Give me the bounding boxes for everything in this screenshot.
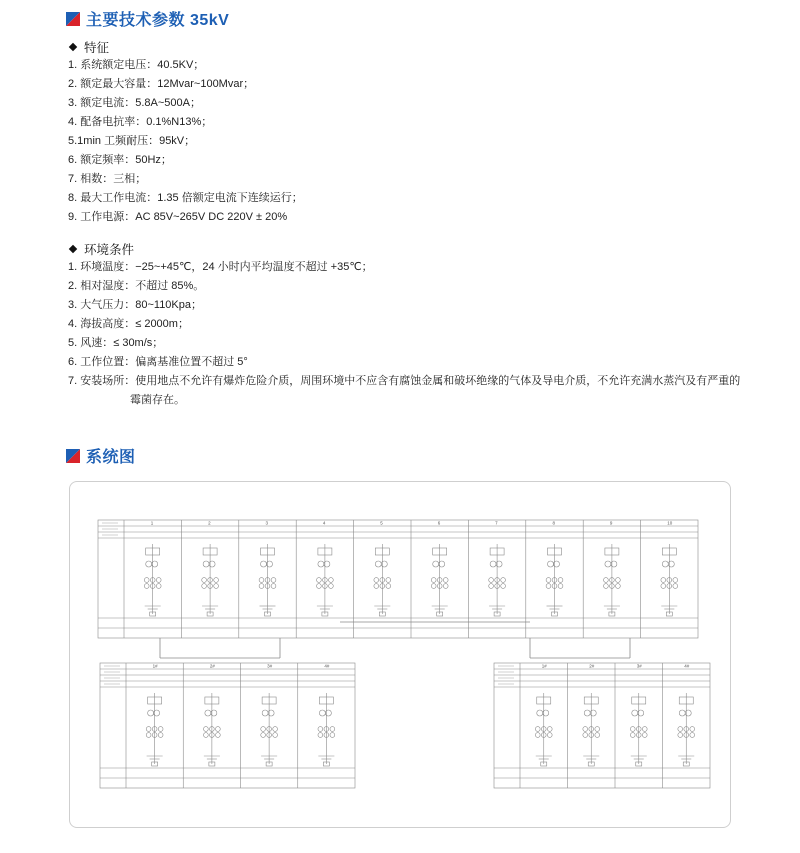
list-item: 5.1min 工频耐压：95kV； xyxy=(68,135,196,147)
bottom-left-ct-symbol xyxy=(318,727,323,732)
bottom-right-ct-symbol xyxy=(583,727,588,732)
features-heading xyxy=(68,38,109,56)
top-transformer-coil xyxy=(203,561,209,567)
bottom-right-ct-symbol xyxy=(535,727,540,732)
list-item: 6. 额定频率：50Hz； xyxy=(68,154,172,166)
bottom-right-transformer-coil xyxy=(537,710,543,716)
list-item: 3. 大气压力：80~110Kpa； xyxy=(68,299,202,311)
list-item: 1. 系统额定电压：40.5KV； xyxy=(68,59,205,71)
bottom-right-ct-symbol xyxy=(630,727,635,732)
bottom-left-cubicle-header-label: 3# xyxy=(267,663,273,669)
bottom-right-cubicle-header-label: 4# xyxy=(684,663,690,669)
list-item: 7. 相数：三相； xyxy=(68,173,147,185)
bottom-left-cubicle-header-label: 4# xyxy=(324,663,330,669)
bottom-right-ct-symbol xyxy=(547,727,552,732)
section-heading-system-diagram xyxy=(66,444,136,467)
bottom-right-cubicle-header-label: 2# xyxy=(589,663,595,669)
top-ct-symbol xyxy=(489,584,494,589)
list-item: 5. 风速：≤ 30m/s； xyxy=(68,337,164,349)
top-ct-symbol xyxy=(202,578,207,583)
bottom-right-ct-symbol xyxy=(678,733,683,738)
list-item: 2. 额定最大容量：12Mvar~100Mvar； xyxy=(68,78,255,90)
top-ct-symbol xyxy=(604,584,609,589)
top-ct-symbol xyxy=(546,584,551,589)
top-ct-symbol xyxy=(156,584,161,589)
bottom-right-ct-symbol xyxy=(595,727,600,732)
top-ct-symbol xyxy=(271,578,276,583)
features-list xyxy=(68,56,303,227)
bottom-right-cubicle-header-label: 3# xyxy=(636,663,642,669)
top-cubicle-header-label: 1 xyxy=(150,520,154,526)
bottom-right-ct-symbol xyxy=(690,733,695,738)
bottom-left-ct-symbol xyxy=(158,733,163,738)
bottom-right-ct-symbol xyxy=(630,733,635,738)
bottom-left-cubicle-header-label: 2# xyxy=(209,663,215,669)
top-ct-symbol xyxy=(431,578,436,583)
top-cubicle-header-label: 2 xyxy=(208,520,211,526)
diamond-bullet-icon xyxy=(69,245,77,253)
top-ct-symbol xyxy=(443,584,448,589)
top-transformer-coil xyxy=(146,561,152,567)
bottom-left-transformer-coil xyxy=(148,710,154,716)
top-ct-symbol xyxy=(546,578,551,583)
top-ct-symbol xyxy=(673,578,678,583)
top-ct-symbol xyxy=(443,578,448,583)
top-ct-symbol xyxy=(501,584,506,589)
top-ct-symbol xyxy=(673,584,678,589)
bottom-left-ct-symbol xyxy=(215,733,220,738)
bottom-left-transformer-coil xyxy=(319,710,325,716)
top-ct-symbol xyxy=(317,578,322,583)
diamond-bullet-icon xyxy=(69,43,77,51)
section-title-specs: 主要技术参数 35kV xyxy=(86,12,230,29)
top-ct-symbol xyxy=(431,584,436,589)
top-ct-symbol xyxy=(661,584,666,589)
top-ct-symbol xyxy=(489,578,494,583)
top-transformer-coil xyxy=(662,561,668,567)
bottom-right-ct-symbol xyxy=(535,733,540,738)
top-ct-symbol xyxy=(558,578,563,583)
top-cubicle-header-label: 8 xyxy=(552,520,556,526)
top-ct-symbol xyxy=(329,578,334,583)
top-cubicle-header-label: 4 xyxy=(322,520,326,526)
top-transformer-coil xyxy=(490,561,496,567)
top-transformer-coil xyxy=(605,561,611,567)
list-item: 3. 额定电流：5.8A~500A； xyxy=(68,97,201,109)
bottom-left-panel-border xyxy=(100,663,355,788)
top-ct-symbol xyxy=(604,578,609,583)
bottom-left-ct-symbol xyxy=(261,733,266,738)
top-ct-symbol xyxy=(317,584,322,589)
top-transformer-coil xyxy=(548,561,554,567)
top-ct-symbol xyxy=(271,584,276,589)
bottom-left-ct-symbol xyxy=(203,733,208,738)
environment-list xyxy=(68,258,740,410)
bottom-left-ct-symbol xyxy=(261,727,266,732)
top-ct-symbol xyxy=(661,578,666,583)
list-item: 8. 最大工作电流：1.35 倍额定电流下连续运行； xyxy=(68,192,303,204)
features-heading-label: 特征 xyxy=(84,41,110,55)
list-item: 4. 配备电抗率：0.1%N13%； xyxy=(68,116,213,128)
bottom-left-ct-symbol xyxy=(146,727,151,732)
bottom-left-ct-symbol xyxy=(146,733,151,738)
section-heading-specs xyxy=(66,7,229,30)
list-item: 2. 相对湿度：不超过 85%。 xyxy=(68,280,205,292)
bottom-left-ct-symbol xyxy=(330,727,335,732)
list-item: 4. 海拔高度：≤ 2000m； xyxy=(68,318,189,330)
top-cubicle-header-label: 9 xyxy=(609,520,613,526)
bottom-left-transformer-coil xyxy=(262,710,268,716)
top-cubicle-header-label: 6 xyxy=(437,520,441,526)
top-cubicle-header-label: 3 xyxy=(265,520,269,526)
bottom-left-cubicle-header-label: 1# xyxy=(152,663,158,669)
top-cubicle-header-label: 7 xyxy=(495,520,498,526)
environment-heading xyxy=(68,240,134,258)
top-transformer-coil xyxy=(375,561,381,567)
system-diagram-frame xyxy=(69,481,731,828)
bottom-left-ct-symbol xyxy=(158,727,163,732)
top-transformer-coil xyxy=(261,561,267,567)
bottom-right-transformer-coil xyxy=(584,710,590,716)
top-ct-symbol xyxy=(259,584,264,589)
bottom-right-transformer-coil xyxy=(632,710,638,716)
section-title-system-diagram: 系统图 xyxy=(86,449,136,466)
bottom-left-ct-symbol xyxy=(203,727,208,732)
bottom-right-ct-symbol xyxy=(642,733,647,738)
system-diagram xyxy=(70,482,730,827)
top-ct-symbol xyxy=(329,584,334,589)
top-ct-symbol xyxy=(156,578,161,583)
top-cubicle-header-label: 10 xyxy=(667,520,673,526)
bottom-right-ct-symbol xyxy=(678,727,683,732)
top-ct-symbol xyxy=(144,578,149,583)
list-item: 6. 工作位置：偏离基准位置不超过 5° xyxy=(68,356,248,368)
bottom-left-transformer-coil xyxy=(205,710,211,716)
top-ct-symbol xyxy=(616,578,621,583)
top-ct-symbol xyxy=(259,578,264,583)
bottom-left-ct-symbol xyxy=(318,733,323,738)
bottom-right-cubicle-header-label: 1# xyxy=(541,663,547,669)
top-transformer-coil xyxy=(433,561,439,567)
top-ct-symbol xyxy=(501,578,506,583)
top-ct-symbol xyxy=(616,584,621,589)
list-item: 7. 安装场所：使用地点不允许有爆炸危险介质，周围环境中不应含有腐蚀金属和破坏绝缘的气体及导电介质，不允许充满水蒸汽及有严重的 xyxy=(68,375,741,387)
bottom-right-ct-symbol xyxy=(690,727,695,732)
section-flag-icon xyxy=(66,12,80,26)
bottom-right-panel-border xyxy=(494,663,710,788)
top-ct-symbol xyxy=(558,584,563,589)
environment-heading-label: 环境条件 xyxy=(84,243,135,257)
section-flag-icon xyxy=(66,449,80,463)
bottom-left-ct-symbol xyxy=(273,727,278,732)
top-ct-symbol xyxy=(386,584,391,589)
top-ct-symbol xyxy=(374,578,379,583)
top-ct-symbol xyxy=(214,578,219,583)
bottom-right-ct-symbol xyxy=(595,733,600,738)
bottom-left-ct-symbol xyxy=(273,733,278,738)
top-ct-symbol xyxy=(374,584,379,589)
bottom-right-ct-symbol xyxy=(547,733,552,738)
bottom-left-ct-symbol xyxy=(215,727,220,732)
bottom-right-transformer-coil xyxy=(679,710,685,716)
list-item: 9. 工作电源：AC 85V~265V DC 220V ± 20% xyxy=(68,211,288,223)
bottom-right-ct-symbol xyxy=(583,733,588,738)
bottom-left-ct-symbol xyxy=(330,733,335,738)
list-item-continuation: 霉菌存在。 xyxy=(130,394,185,406)
bottom-right-ct-symbol xyxy=(642,727,647,732)
top-transformer-coil xyxy=(318,561,324,567)
top-ct-symbol xyxy=(214,584,219,589)
top-cubicle-header-label: 5 xyxy=(380,520,383,526)
top-ct-symbol xyxy=(202,584,207,589)
top-ct-symbol xyxy=(386,578,391,583)
list-item: 1. 环境温度：−25~+45℃，24 小时内平均温度不超过 +35℃； xyxy=(68,261,373,273)
top-ct-symbol xyxy=(144,584,149,589)
